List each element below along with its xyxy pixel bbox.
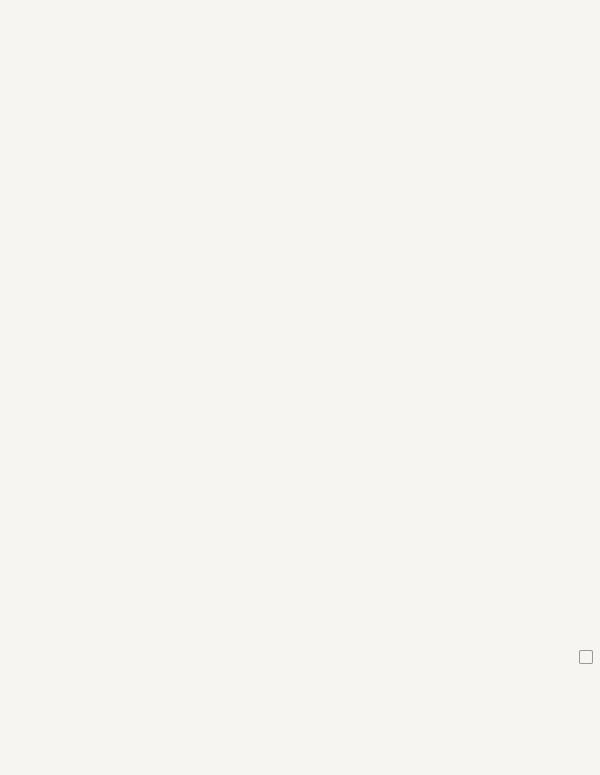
- camscanner-logo-icon: [579, 650, 593, 664]
